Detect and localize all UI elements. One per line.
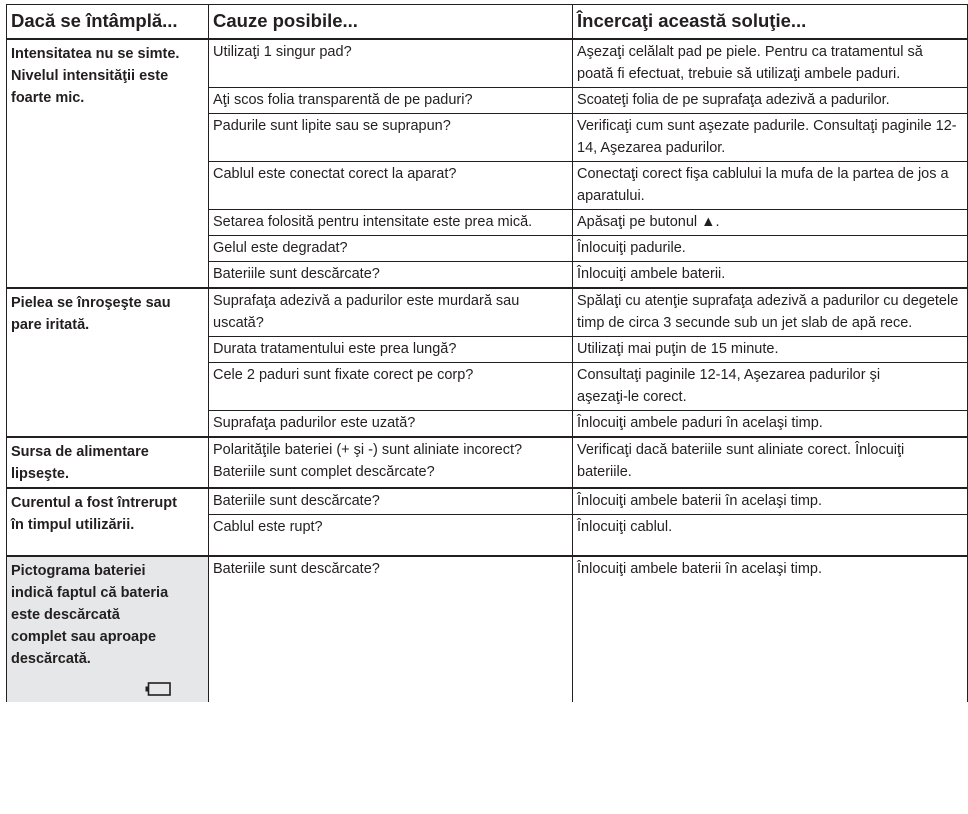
solution-cell: Înlocuiţi ambele baterii. [573,262,968,289]
cause-cell: Gelul este degradat? [209,236,573,262]
symptom-text: Pictograma bateriei indică faptul că bateria este descărcată complet sau aproape descărcată. [11,563,169,667]
solution-cell: Scoateţi folia de pe suprafaţa adezivă a padurilor. [573,88,968,114]
solution-cell: Verificaţi dacă bateriile sunt aliniate corect. Înlocuiţi bateriile. [573,437,968,488]
cause-cell: Bateriile sunt descărcate? [209,488,573,515]
battery-empty-icon [145,682,171,696]
cause-cell: Durata tratamentului este prea lungă? [209,337,573,363]
symptom-cell [7,556,209,702]
solution-cell: Verificaţi cum sunt aşezate padurile. Consultaţi paginile 12-14, Aşezarea padurilor. [573,114,968,162]
table-row [7,556,968,702]
cause-cell: Bateriile sunt descărcate? [209,556,573,702]
solution-cell: Spălaţi cu atenţie suprafaţa adezivă a padurilor cu degetele timp de circa 3 secunde sub un jet slab de apă rece. [573,288,968,337]
symptom-cell: Intensitatea nu se simte. Nivelul intensităţii este foarte mic. [7,39,209,288]
solution-cell: Înlocuiţi ambele paduri în acelaşi timp. [573,411,968,438]
cause-cell: Bateriile sunt descărcate? [209,262,573,289]
solution-cell: Înlocuiţi ambele baterii în acelaşi timp. [573,488,968,515]
solution-cell: Aşezaţi celălalt pad pe piele. Pentru ca tratamentul să poată fi efectuat, trebuie să utilizaţi ambele paduri. [573,39,968,88]
cause-cell: Setarea folosită pentru intensitate este prea mică. [209,210,573,236]
solution-cell: Apăsaţi pe butonul ▲. [573,210,968,236]
header-row [7,5,968,40]
cause-cell: Cablul este rupt? [209,515,573,557]
cause-cell: Suprafaţa padurilor este uzată? [209,411,573,438]
table-row [7,437,968,488]
solution-cell: Înlocuiţi cablul. [573,515,968,557]
table-row [7,39,968,88]
header-symptom: Dacă se întâmplă... [7,5,209,40]
solution-cell: Consultaţi paginile 12-14, Aşezarea padurilor şi aşezaţi-le corect. [573,363,968,411]
solution-cell: Înlocuiţi padurile. [573,236,968,262]
cause-cell: Aţi scos folia transparentă de pe paduri? [209,88,573,114]
table-row [7,288,968,337]
cause-cell: Polarităţile bateriei (+ şi -) sunt aliniate incorect? Bateriile sunt complet descărcate? [209,437,573,488]
cause-cell: Suprafaţa adezivă a padurilor este murdară sau uscată? [209,288,573,337]
symptom-cell: Curentul a fost întrerupt în timpul utilizării. [7,488,209,556]
symptom-cell: Pielea se înroşeşte sau pare iritată. [7,288,209,437]
solution-cell: Utilizaţi mai puţin de 15 minute. [573,337,968,363]
solution-cell: Înlocuiţi ambele baterii în acelaşi timp. [573,556,968,702]
table-row [7,488,968,515]
cause-cell: Cele 2 paduri sunt fixate corect pe corp? [209,363,573,411]
cause-cell: Utilizaţi 1 singur pad? [209,39,573,88]
cause-cell: Cablul este conectat corect la aparat? [209,162,573,210]
cause-cell: Padurile sunt lipite sau se suprapun? [209,114,573,162]
troubleshooting-table [6,4,968,702]
solution-cell: Conectaţi corect fişa cablului la mufa de la partea de jos a aparatului. [573,162,968,210]
header-solution: Încercaţi această soluţie... [573,5,968,40]
symptom-cell: Sursa de alimentare lipseşte. [7,437,209,488]
header-cause: Cauze posibile... [209,5,573,40]
